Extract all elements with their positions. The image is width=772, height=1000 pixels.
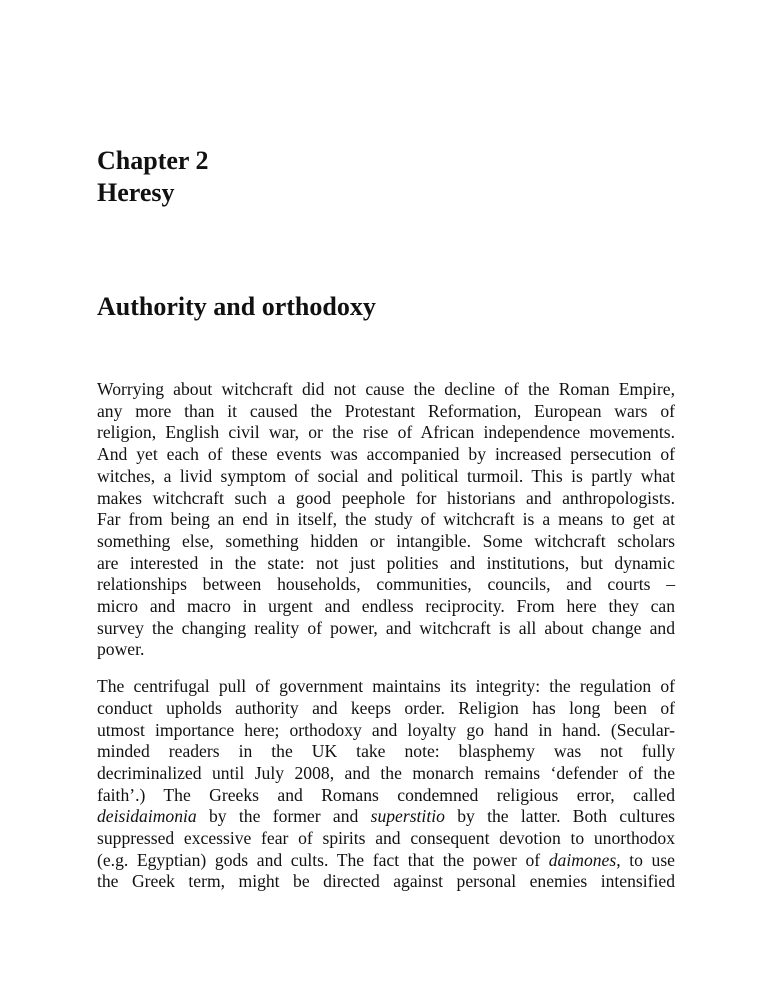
text-line: conduct upholds authority and keeps order. Religion has long been of: [97, 697, 675, 718]
text-line: religion, English civil war, or the rise of African independence movements.: [97, 422, 675, 443]
text-line: micro and macro in urgent and endless reciprocity. From here they can: [97, 596, 675, 617]
chapter-number: Chapter 2: [97, 146, 209, 175]
paragraph-1: [97, 379, 675, 661]
chapter-heading: [97, 145, 208, 209]
text-line-mixed: [97, 850, 675, 872]
text-line: any more than it caused the Protestant Reformation, European wars of: [97, 400, 675, 421]
text-line: survey the changing reality of power, and witchcraft is all about change and: [97, 617, 675, 638]
text-line: suppressed excessive fear of spirits and consequent devotion to unorthodox: [97, 828, 675, 849]
text-line: Worrying about witchcraft did not cause the decline of the Roman Empire,: [97, 379, 675, 399]
chapter-title: Heresy: [97, 178, 175, 207]
text-line: relationships between households, communities, councils, and courts –: [97, 574, 675, 595]
text-line: decriminalized until July 2008, and the monarch remains ‘defender of the: [97, 762, 675, 783]
italic-term-superstitio: superstitio: [370, 806, 445, 827]
text-fragment: , to use: [616, 849, 675, 870]
body-text: [97, 379, 675, 908]
text-line: utmost importance here; orthodoxy and loyalty go hand in hand. (Secular-: [97, 719, 675, 740]
section-heading: Authority and orthodoxy: [97, 292, 376, 321]
text-fragment: (e.g. Egyptian) gods and cults. The fact that the power of: [97, 849, 549, 870]
text-fragment: by the latter. Both cultures: [444, 806, 675, 827]
text-line: faith’.) The Greeks and Romans condemned religious error, called: [97, 784, 675, 805]
text-line-mixed: [97, 806, 675, 828]
text-line: makes witchcraft such a good peephole for historians and anthropologists.: [97, 487, 675, 508]
text-line: the Greek term, might be directed against personal enemies intensified: [97, 871, 675, 892]
italic-term-deisidaimonia: deisidaimonia: [97, 806, 197, 827]
text-line: Far from being an end in itself, the study of witchcraft is a means to get at: [97, 509, 675, 530]
text-line: minded readers in the UK take note: blasphemy was not fully: [97, 741, 675, 762]
text-line: The centrifugal pull of government maintains its integrity: the regulation of: [97, 676, 675, 697]
text-line: power.: [97, 639, 145, 660]
text-line: are interested in the state: not just polities and institutions, but dynamic: [97, 552, 675, 573]
text-line: witches, a livid symptom of social and political turmoil. This is partly what: [97, 465, 675, 486]
italic-term-daimones: daimones: [548, 849, 617, 870]
text-fragment: by the former and: [196, 806, 371, 827]
paragraph-2: [97, 676, 675, 893]
text-line: And yet each of these events was accompanied by increased persecution of: [97, 444, 675, 465]
text-line: something else, something hidden or intangible. Some witchcraft scholars: [97, 530, 675, 551]
